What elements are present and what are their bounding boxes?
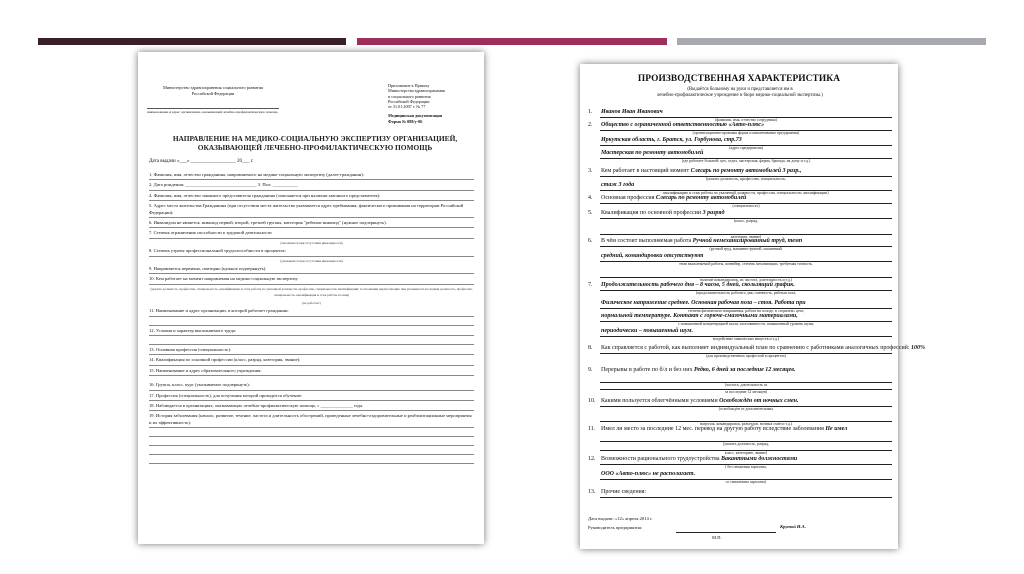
row-label: Квалификация по основной профессии: [601, 210, 703, 216]
row-value: Общество с ограниченной ответственностью «Авто-плюс»: [601, 122, 765, 128]
row-label: Как справляется с работой, как выполняет индивидуальный план по сравнению с работниками аналогичных профессий:: [601, 345, 912, 351]
row-number: 12.: [588, 456, 596, 462]
signature-line: [676, 532, 776, 533]
row-number: 11.: [588, 426, 596, 432]
row-caption: за последние 12 месяцев): [724, 390, 768, 394]
row-value: Иркутская область, г. Братск, ул. Горбунова, стр.73: [601, 137, 742, 143]
row-caption: (ручной труд, машинно-ручной, машинный,: [709, 247, 783, 251]
row-caption: (для производственных профессий в процентах): [705, 354, 787, 358]
blank-line: [149, 319, 474, 326]
field-13: 13. Основная профессия (специальность):: [149, 347, 474, 355]
characteristic-row: [588, 381, 892, 387]
row-value: средний, командировки отсутствуют: [601, 253, 704, 259]
header-accent-bar-magenta: [357, 38, 667, 45]
field-15: 15. Наименование и адрес образовательного учреждения:: [149, 368, 474, 376]
characteristic-row: [588, 489, 892, 495]
row-value: Продолжительность рабочего дня – 8 часов, 5 дней, скользящий график.: [601, 282, 795, 288]
characteristic-row: [588, 328, 892, 334]
characteristic-row: [588, 210, 892, 216]
row-value: Редко, 6 дней за последние 12 месяцев.: [693, 367, 796, 373]
row-value: Иванов Иван Иванович: [601, 109, 663, 115]
field-17: 17. Профессия (специальность), для получения которой проводится обучение:: [149, 393, 474, 401]
row-caption: с повышенной концентрацией пыли, загазованности, повышенный уровень шума,: [677, 322, 815, 326]
blank-line: [149, 430, 474, 437]
row-caption: (освобождён от дополнительных: [718, 407, 774, 411]
characteristic-row: [588, 282, 892, 288]
row-caption: (указать должность, разряд,: [722, 442, 770, 446]
row-value: ООО «Авто-плюс» не располагает.: [601, 471, 696, 477]
row-caption: (где работает больной: цех, отдел, мастерская, ферма, бригада, на дому и т.д.): [681, 159, 811, 163]
characteristic-row: [588, 109, 892, 115]
row-label: Основная профессия: [601, 195, 656, 201]
row-number: 8.: [588, 345, 593, 351]
stamp-label: М.П.: [712, 535, 722, 540]
row-label: Прочие сведения:: [601, 489, 647, 495]
field-14: 14. Квалификация по основной профессии (класс, разряд, категория, звание):: [149, 357, 474, 365]
row-caption: нагрузок, командировок, разъездов, ночных смен и т.д.): [699, 422, 793, 426]
row-caption: (фамилия, имя, отчество сотрудника): [715, 118, 777, 122]
row-label: Имел ли место за последние 12 мес. перевод на другую работу вследствие заболевания: [601, 426, 826, 432]
characteristic-row: [588, 313, 892, 319]
row-number: 7.: [588, 282, 593, 288]
row-number: 1.: [588, 109, 593, 115]
row-value: Физическое напряжение среднее. Основная рабочая поза – стоя. Работа при: [601, 300, 806, 306]
fill-line: [600, 497, 892, 498]
field-8-caption: (указывается при отсутствии инвалидности): [280, 258, 343, 263]
row-label: Возможности рационального трудоустройства: [601, 456, 722, 462]
head-label: Руководитель предприятия:: [588, 525, 643, 530]
characteristic-row: [588, 442, 892, 448]
row-number: 3.: [588, 168, 593, 174]
row-value: Слесарь по ремонту автомобилей: [655, 195, 747, 201]
row-caption: ( без снижения зарплаты,: [725, 465, 767, 469]
row-number: 5.: [588, 210, 593, 216]
row-value: 100%: [911, 345, 926, 351]
row-caption: (специальность): [732, 204, 760, 208]
row-caption: со снижением зарплаты): [725, 480, 767, 484]
field-7-caption: (заполняется при отсутствии инвалидности): [280, 240, 343, 245]
row-caption: категория, звание): [730, 235, 762, 239]
characteristic-row: [588, 300, 892, 306]
blank-line: [149, 457, 474, 464]
row-value: Не имел: [825, 426, 848, 432]
row-label: В чём состоит выполняемая работа: [601, 238, 693, 244]
issue-date-line: Дата выдачи «___» __________________ 20___ г.: [149, 159, 254, 164]
order-appendix-header: Приложение к Приказу Министерства здравоохранения и социального развития Российской Федерации от 31.01.2007 г. № 77 Медицинская документация Форма № 088/у-06: [388, 83, 445, 124]
characteristic-row: [588, 413, 892, 419]
referral-title: НАПРАВЛЕНИЕ НА МЕДИКО-СОЦИАЛЬНУЮ ЭКСПЕРТИЗУ ОРГАНИЗАЦИЕЙ, ОКАЗЫВАЮЩЕЙ ЛЕЧЕБНО-ПРОФИЛАКТИЧЕСКУЮ ПОМОЩЬ: [172, 134, 458, 152]
characteristic-row: [588, 253, 892, 259]
row-value: Освобождён от ночных смен.: [719, 398, 799, 404]
field-10-caption: (указать должность, профессию, специальность, квалификацию и стаж работы по указанной должности, профессии, специальности, квалификации; в отношении неработающих лиц указывается последняя должность, профессия, специальность, квалификация и стаж работы по ним): [150, 286, 473, 298]
row-caption: (указать должность, профессию, специальность,: [705, 177, 787, 181]
characteristic-row: [588, 137, 892, 143]
row-caption: темп выполняемой работы, конвейер, степень механизации, требуемая точность,: [679, 262, 813, 266]
characteristic-row: [588, 182, 892, 188]
row-number: 10.: [588, 398, 596, 404]
row-number: 13.: [588, 489, 596, 495]
row-caption: класс, категорию, звание): [724, 451, 768, 455]
field-10: 10. Кем работает на момент направления на медико-социальную экспертизу: [149, 276, 474, 284]
row-caption: (организационно-правовая форма и наименование предприятия): [692, 131, 800, 135]
blank-line: [149, 448, 474, 455]
row-label: Перерывы в работе по б/л и без них: [601, 367, 694, 373]
characteristic-title: ПРОИЗВОДСТВЕННАЯ ХАРАКТЕРИСТИКА: [637, 74, 841, 84]
not-working-caption: (не работает): [302, 300, 321, 305]
row-value: нормальной температуре. Контакт с горюче-смазочными материалами,: [601, 313, 798, 319]
head-signature: Крутой И.А.: [780, 524, 806, 529]
characteristic-row: [588, 226, 892, 232]
row-caption: квалификацию и стаж работы по указанной должности, профессии, специальности, квалификации): [663, 191, 829, 195]
row-number: 9.: [588, 367, 593, 373]
row-value: периодически – повышенный шум.: [601, 328, 693, 334]
field-18: 18. Наблюдается в организациях, оказывающих лечебно-профилактическую помощь, с ______________ года.: [149, 403, 474, 411]
row-value: Ручной немеханизированный труд, темп: [692, 238, 803, 244]
row-caption: (частота, длительность за: [724, 383, 768, 387]
field-11: 11. Наименование и адрес организации, в которой работает гражданин:: [149, 308, 474, 316]
characteristic-row: [588, 150, 892, 156]
characteristic-intro: (Выдаётся больному на руки и представляется им в лечебно-профилактическое учреждение и бюро медико-социальной экспертизы.): [657, 87, 823, 98]
row-number: 2.: [588, 122, 593, 128]
blank-line: [149, 338, 474, 345]
ministry-header: Министерство здравоохранения социального развития Российской Федерации: [163, 85, 263, 96]
blank-line: [149, 439, 474, 446]
row-caption: (адрес предприятия): [729, 146, 763, 150]
row-caption: степень физического напряжения, работа на холоде, в «горячем» цехе,: [687, 309, 805, 313]
row-caption: воздействие химических веществ и т.д.): [712, 337, 780, 341]
characteristic-row: [588, 345, 926, 351]
row-caption: наличие командировок, их частота, длительность и т.д.): [699, 278, 793, 282]
field-1: 1. Фамилия, имя, отчество гражданина, направляемого на медико-социальную экспертизу (далее-гражданин):: [149, 172, 474, 180]
field-19: 19. История заболевания (начало, развитие, течение, частота и длительность обострений, проведенные лечебно-оздоровительные и реабилитационные мероприятия и их эффективность):: [149, 413, 474, 428]
field-9: 9. Направляется первично, повторно (нужное подчеркнуть).: [149, 266, 474, 274]
row-caption: (продолжительность рабочего дня, сменность, рабочая поза,: [695, 291, 797, 295]
characteristic-row: [588, 398, 892, 404]
characteristic-row: [588, 456, 892, 462]
field-4: 4. Фамилия, имя, отчество законного представителя гражданина (заполняется при наличии законного представителя):: [149, 193, 474, 201]
characteristic-row: [588, 168, 892, 174]
row-label: Кем работает в настоящий момент: [601, 168, 691, 174]
row-value: 3 разряд: [702, 210, 725, 216]
field-6: 6. Инвалидом не является, инвалид первой, второй, третьей группы, категория "ребенок-инвалид" (нужное подчеркнуть).: [149, 220, 474, 228]
field-8: 8. Степень утраты профессиональной трудоспособности в процентах:: [149, 248, 474, 256]
characteristic-row: [588, 367, 892, 374]
organization-caption: наименование и адрес организации, оказывающей лечебно-профилактическую помощь: [147, 110, 278, 114]
production-characteristic-document: [580, 64, 926, 549]
row-caption: (класс, разряд,: [733, 219, 759, 223]
characteristic-row: [588, 269, 892, 275]
characteristic-row: [588, 471, 892, 477]
characteristic-row: [588, 426, 892, 433]
row-value: Мастерская по ремонту автомобилей: [601, 150, 704, 156]
header-accent-bar-gray: [677, 38, 986, 45]
row-value: Слесарь по ремонту автомобилей 3 разр.,: [690, 168, 802, 174]
row-value: стаж 3 года: [601, 182, 635, 188]
field-5: 5. Адрес места жительства Гражданина (при отсутствии места жительства указывается адрес пребывания, фактического проживания на территории Российской Федерации):: [149, 203, 474, 218]
field-7: 7. Степень ограничения способности к трудовой деятельности: [149, 230, 474, 238]
header-accent-bar-dark: [38, 38, 346, 45]
issue-date: Дата выдачи: «12» апреля 2014 г.: [588, 516, 653, 521]
row-value: Вакантными должностями: [721, 456, 798, 462]
row-number: 6.: [588, 238, 593, 244]
field-12: 12. Условия и характер выполняемого труда:: [149, 328, 474, 336]
characteristic-row: [588, 195, 892, 201]
characteristic-row: [588, 122, 892, 128]
referral-form-document: [138, 52, 484, 544]
row-number: 4.: [588, 195, 593, 201]
row-label: Какими пользуется облегчёнными условиями: [601, 398, 720, 404]
field-2: 2. Дата рождения: _______________________________ 3. Пол: ___________: [149, 182, 474, 190]
characteristic-row: [588, 238, 892, 244]
referral-fields: [149, 172, 474, 466]
field-16: 16. Группа, класс, курс (указываемое подчеркнуть):: [149, 382, 474, 390]
